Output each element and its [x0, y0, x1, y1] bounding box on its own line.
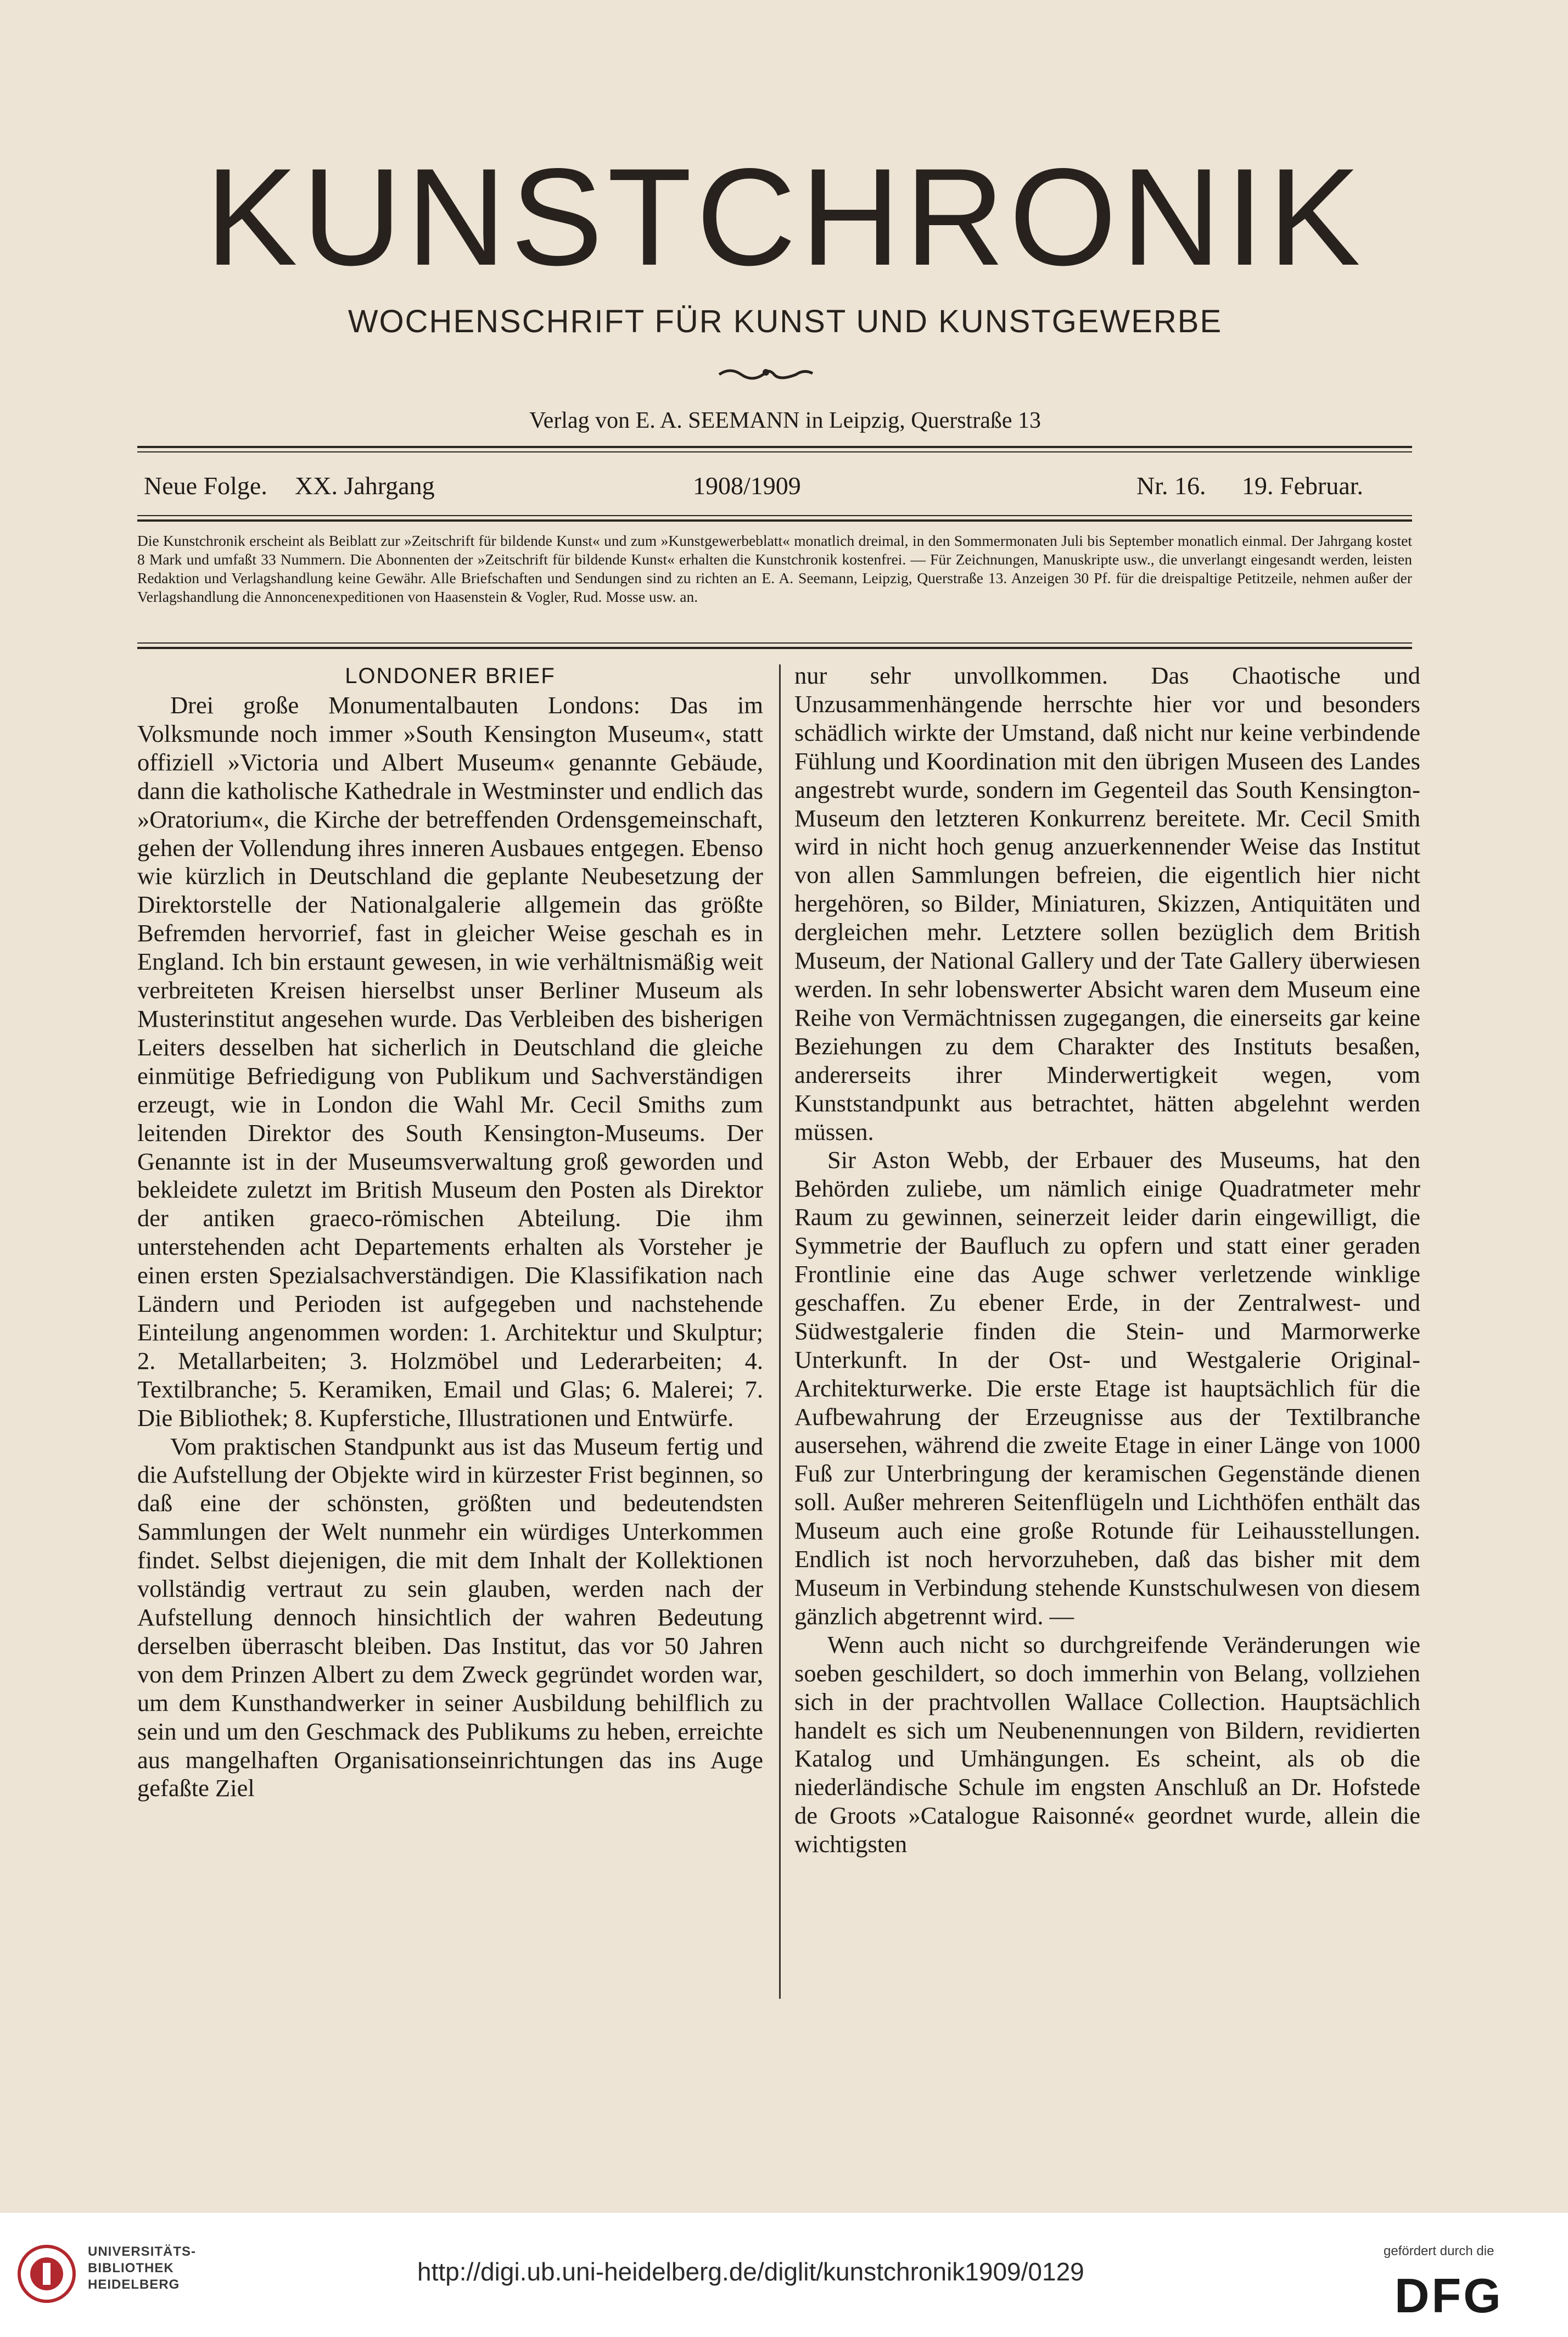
notice-rule-thick	[137, 647, 1412, 649]
issue-rule-thick	[137, 519, 1412, 522]
notice-rule	[137, 642, 1412, 644]
subscription-notice: Die Kunstchronik erscheint als Beiblatt zur »Zeitschrift für bildende Kunst« und zum »Kunstgewerbeblatt« monatlich dreimal, in den Sommermonaten Juli bis September monatlich einmal. Der Jahrgang kostet 8 Mark und umfaßt 33 Nummern. Die Abonnenten der »Zeitschrift für bildende Kunst« erhalten die Kunstchronik kostenfrei. — Für Zeichnungen, Manuskripte usw., die unverlangt eingesandt werden, leisten Redaktion und Verlagshandlung keine Gewähr. Alle Briefschaften und Sendungen sind zu richten an E. A. Seemann, Leipzig, Querstraße 13. Anzeigen 30 Pf. für die dreispaltige Petitzeile, nehmen außer der Verlagshandlung die Annoncenexpeditionen von Haasenstein & Vogler, Rud. Mosse usw. an.	[137, 532, 1412, 605]
issue-series: Neue Folge.	[144, 472, 267, 500]
ornament-icon	[716, 362, 815, 382]
masthead-title: KUNSTCHRONIK	[205, 140, 1365, 294]
publisher-line: Verlag von E. A. SEEMANN in Leipzig, Querstraße 13	[529, 408, 1041, 433]
top-rule	[137, 446, 1412, 448]
issue-volume: XX. Jahrgang	[295, 472, 435, 500]
footer-bar	[0, 2213, 1568, 2337]
funding-caption: gefördert durch die	[1384, 2244, 1494, 2258]
right-paragraph: nur sehr unvollkommen. Das Chaotische und Unzusammenhängende herrschte hier vor und besonders schädlich wirkte der Umstand, daß nicht nur keine verbindende Fühlung und Koordination mit den übrigen Museen des Landes angestrebt wurde, sondern im Gegenteil das South Kensington-Museum den letzteren Konkurrenz bereitete. Mr. Cecil Smith wird in nicht hoch genug anzuerkennender Weise das Institut von allen Sammlungen befreien, die eigentlich hier nicht hergehören, so Bilder, Miniaturen, Skizzen, Antiquitäten und dergleichen mehr. Letztere sollen bezüglich dem British Museum, der National Gallery und der Tate Gallery überwiesen werden. In sehr lobenswerter Absicht waren dem Museum eine Reihe von Vermächtnissen zugegangen, die einerseits gar keine Beziehungen zu dem Charakter des Instituts besaßen, andererseits ihrer Minderwertigkeit wegen, vom Kunststandpunkt aus betrachtet, hätten abgelehnt werden müssen.	[794, 662, 1420, 1145]
right-paragraph: Wenn auch nicht so durchgreifende Veränderungen wie soeben geschildert, so doch immerhin von Belang, vollziehen sich in der prachtvollen Wallace Collection. Hauptsächlich handelt es sich um Neubenennungen von Bildern, revidierten Katalog und Umhängungen. Es scheint, als ob die niederländische Schule im engsten Anschluß an Dr. Hofstede de Groots »Catalogue Raisonné« geordnet wurde, allein die wichtigsten	[794, 1630, 1420, 1858]
left-paragraph: Drei große Monumentalbauten Londons: Das im Volksmunde noch immer »South Kensington Museum«, statt offiziell »Victoria und Albert Museum« genannte Gebäude, dann die katholische Kathedrale in Westminster und endlich das »Oratorium«, die Kirche der betreffenden Ordensgemeinschaft, gehen der Vollendung ihres inneren Ausbaues entgegen. Ebenso wie kürzlich in Deutschland die geplante Neubesetzung der Direktorstelle der Nationalgalerie allgemein das größte Befremden hervorrief, fast in gleicher Weise geschah es in England. Ich bin erstaunt gewesen, in wie verhältnismäßig weit verbreiteten Kreisen hierselbst unser Berliner Museum als Musterinstitut angesehen wurde. Das Verbleiben des bisherigen Leiters desselben hat sicherlich in Deutschland die gleiche einmütige Befriedigung von Publikum und Sachverständigen erzeugt, wie in London die Wahl Mr. Cecil Smiths zum leitenden Direktor des South Kensington-Museums. Der Genannte ist in der Museumsverwaltung groß geworden und bekleidete zuletzt im British Museum den Posten als Direktor der antiken graeco-römischen Abteilung. Die ihm unterstehenden acht Departements erhalten als Vorsteher je einen ersten Spezialsachverständigen. Die Klassifikation nach Ländern und Perioden ist aufgegeben und nachstehende Einteilung angenommen worden: 1. Architektur und Skulptur; 2. Metallarbeiten; 3. Holzmöbel und Lederarbeiten; 4. Textilbranche; 5. Keramiken, Email und Glas; 6. Malerei; 7. Die Bibliothek; 8. Kupferstiche, Illustrationen und Entwürfe.	[137, 691, 763, 1432]
issue-number: Nr. 16.	[1136, 472, 1206, 500]
issue-info	[144, 471, 1407, 504]
issue-years: 1908/1909	[693, 472, 801, 500]
article-heading: LONDONER BRIEF	[345, 664, 556, 688]
issue-date: 19. Februar.	[1242, 472, 1364, 500]
library-name: UNIVERSITÄTS- BIBLIOTHEK HEIDELBERG	[88, 2244, 197, 2292]
issue-rule	[137, 515, 1412, 516]
column-divider	[779, 664, 781, 1999]
source-url-link[interactable]: http://digi.ub.uni-heidelberg.de/diglit/kunstchronik1909/0129	[417, 2257, 1084, 2286]
right-column	[794, 662, 1420, 1859]
university-seal-icon	[16, 2244, 77, 2304]
top-rule-thin	[137, 451, 1412, 452]
masthead-subtitle: WOCHENSCHRIFT FÜR KUNST UND KUNSTGEWERBE	[348, 304, 1223, 339]
left-paragraph: Vom praktischen Standpunkt aus ist das Museum fertig und die Aufstellung der Objekte wird in kürzester Frist beginnen, so daß eine der schönsten, größten und bedeutendsten Sammlungen der Welt nunmehr ein würdiges Unterkommen findet. Selbst diejenigen, die mit dem Inhalt der Kollektionen vollständig vertraut zu sein glauben, werden nach der Aufstellung dennoch hinsichtlich der wahren Bedeutung derselben überrascht bleiben. Das Institut, das vor 50 Jahren von dem Prinzen Albert zu dem Zweck gegründet worden war, um dem Kunsthandwerker in seiner Ausbildung behilflich zu sein und um den Geschmack des Publikums zu heben, erreichte aus mangelhaften Organisationseinrichtungen das ins Auge gefaßte Ziel	[137, 1432, 763, 1802]
left-column	[137, 662, 763, 1803]
right-paragraph: Sir Aston Webb, der Erbauer des Museums, hat den Behörden zuliebe, um nämlich einige Quadratmeter mehr Raum zu gewinnen, seinerzeit leider darin eingewilligt, die Symmetrie der Baufluch zu opfern und statt einer geraden Frontlinie eine das Auge schwer verletzende winklige geschaffen. Zu ebener Erde, in der Zentralwest- und Südwestgalerie finden die Stein- und Marmorwerke Unterkunft. In der Ost- und Westgalerie Original-Architekturwerke. Die erste Etage ist hauptsächlich für die Aufbewahrung der Erzeugnisse aus der Textilbranche ausersehen, während die zweite Etage in einer Länge von 1000 Fuß zur Unterbringung der keramischen Gegenstände dienen soll. Außer mehreren Seitenflügeln und Lichthöfen enthält das Museum auch eine große Rotunde für Leihausstellungen. Endlich ist noch hervorzuheben, daß das bisher mit dem Museum in Verbindung stehende Kunstschulwesen von diesem gänzlich abgetrennt wird. —	[794, 1146, 1420, 1630]
dfg-logo: DFG	[1395, 2268, 1503, 2323]
